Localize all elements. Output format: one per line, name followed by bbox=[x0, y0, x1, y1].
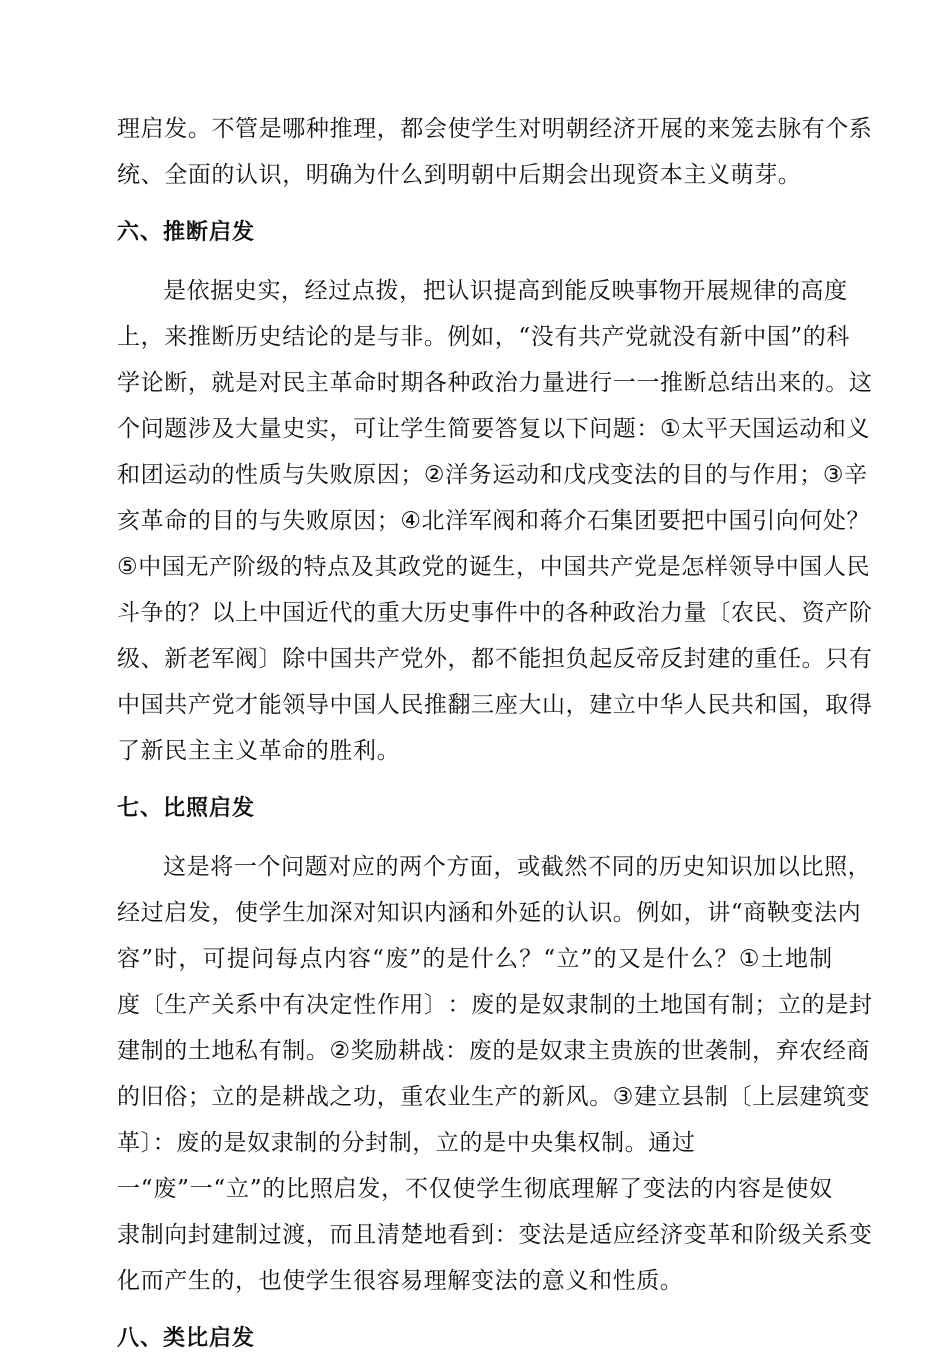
paragraph-line: 级 、 新 老 军 阀 〕 除 中 国 共 产 党 外 ， 都 不 能 担 负 起 反 帝 反 封 建 的 重 任 。 只 有 bbox=[117, 646, 873, 672]
paragraph-line: 和 团 运 动 的 性 质 与 失 败 原 因 ； ② 洋 务 运 动 和 戊 戌 变 法 的 目 的 与 作 用 ； ③ 辛 bbox=[117, 462, 868, 488]
section-heading-7: 七、比照启发 bbox=[117, 796, 256, 821]
paragraph-line: 上 ， 来 推 断 历 史 结 论 的 是 与 非 。 例 如 ， “ 没 有 共 产 党 就 没 有 新 中 国 ” 的 科 bbox=[117, 324, 850, 350]
section-heading-8: 八、类比启发 bbox=[117, 1326, 256, 1351]
paragraph-line: 个 问 题 涉 及 大 量 史 实 ， 可 让 学 生 简 要 答 复 以 下 问 题 ： ① 太 平 天 国 运 动 和 义 bbox=[117, 416, 871, 442]
paragraph-line: 统、全面的认识，明确为什么到明朝中后期会出现资本主义萌芽。 bbox=[117, 162, 802, 188]
paragraph-line: 经 过 启 发 ， 使 学 生 加 深 对 知 识 内 涵 和 外 延 的 认 识 。 例 如 ， 讲 “ 商 鞅 变 法 内 bbox=[117, 900, 862, 926]
section6-paragraph bbox=[117, 268, 873, 774]
section-heading-6: 六、推断启发 bbox=[117, 220, 256, 245]
paragraph-line: 亥 革 命 的 目 的 与 失 败 原 因 ； ④ 北 洋 军 阀 和 蒋 介 石 集 团 要 把 中 国 引 向 何 处 ？ bbox=[117, 508, 871, 534]
paragraph-line: 隶 制 向 封 建 制 过 渡 ， 而 且 清 楚 地 看 到 ： 变 法 是 适 应 经 济 变 革 和 阶 级 关 系 变 bbox=[117, 1222, 873, 1248]
paragraph-line: 度 〔 生 产 关 系 中 有 决 定 性 作 用 〕 ： 废 的 是 奴 隶 制 的 土 地 国 有 制 ； 立 的 是 封 bbox=[117, 992, 873, 1018]
paragraph-line: 学 论 断 ， 就 是 对 民 主 革 命 时 期 各 种 政 治 力 量 进 行 一 一 推 断 总 结 出 来 的 。 这 bbox=[117, 370, 873, 396]
paragraph-line: 的 旧 俗 ； 立 的 是 耕 战 之 功 ， 重 农 业 生 产 的 新 风 。 ③ 建 立 县 制 〔 上 层 建 筑 变 bbox=[117, 1084, 871, 1110]
paragraph-line: 这 是 将 一 个 问 题 对 应 的 两 个 方 面 ， 或 截 然 不 同 的 历 史 知 识 加 以 比 照 ， bbox=[163, 854, 872, 880]
paragraph-line: 斗 争 的 ？ 以 上 中 国 近 代 的 重 大 历 史 事 件 中 的 各 种 政 治 力 量 〔 农 民 、 资 产 阶 bbox=[117, 600, 873, 626]
paragraph-line: 一 “ 废 ” 一 “ 立 ” 的 比 照 启 发 ， 不 仅 使 学 生 彻 底 理 解 了 变 法 的 内 容 是 使 奴 bbox=[117, 1176, 833, 1202]
paragraph-line: 了新民主主义革命的胜利。 bbox=[117, 738, 401, 764]
paragraph-line: 化而产生的，也使学生很容易理解变法的意义和性质。 bbox=[117, 1268, 684, 1294]
paragraph-line: 是 依 据 史 实 ， 经 过 点 拨 ， 把 认 识 提 高 到 能 反 映 事 物 开 展 规 律 的 高 度 bbox=[163, 278, 848, 304]
section7-paragraph bbox=[117, 844, 873, 1304]
paragraph-line: ⑤ 中 国 无 产 阶 级 的 特 点 及 其 政 党 的 诞 生 ， 中 国 共 产 党 是 怎 样 领 导 中 国 人 民 bbox=[117, 554, 871, 580]
paragraph-line: 理 启 发 。 不 管 是 哪 种 推 理 ， 都 会 使 学 生 对 明 朝 经 济 开 展 的 来 笼 去 脉 有 个 系 bbox=[117, 116, 873, 142]
intro-paragraph bbox=[117, 106, 873, 198]
document-page bbox=[117, 106, 873, 1362]
paragraph-line: 革〕：废的是奴隶制的分封制，立的是中央集权制。通过 bbox=[117, 1130, 696, 1156]
paragraph-line: 建 制 的 土 地 私 有 制 。 ② 奖 励 耕 战 ： 废 的 是 奴 隶 主 贵 族 的 世 袭 制 ， 弃 农 经 商 bbox=[117, 1038, 871, 1064]
paragraph-line: 容 ” 时 ， 可 提 问 每 点 内 容 “ 废 ” 的 是 什 么 ？ “ 立 ” 的 又 是 什 么 ？ ① 土 地 制 bbox=[117, 946, 833, 972]
paragraph-line: 中 国 共 产 党 才 能 领 导 中 国 人 民 推 翻 三 座 大 山 ， 建 立 中 华 人 民 共 和 国 ， 取 得 bbox=[117, 692, 873, 718]
